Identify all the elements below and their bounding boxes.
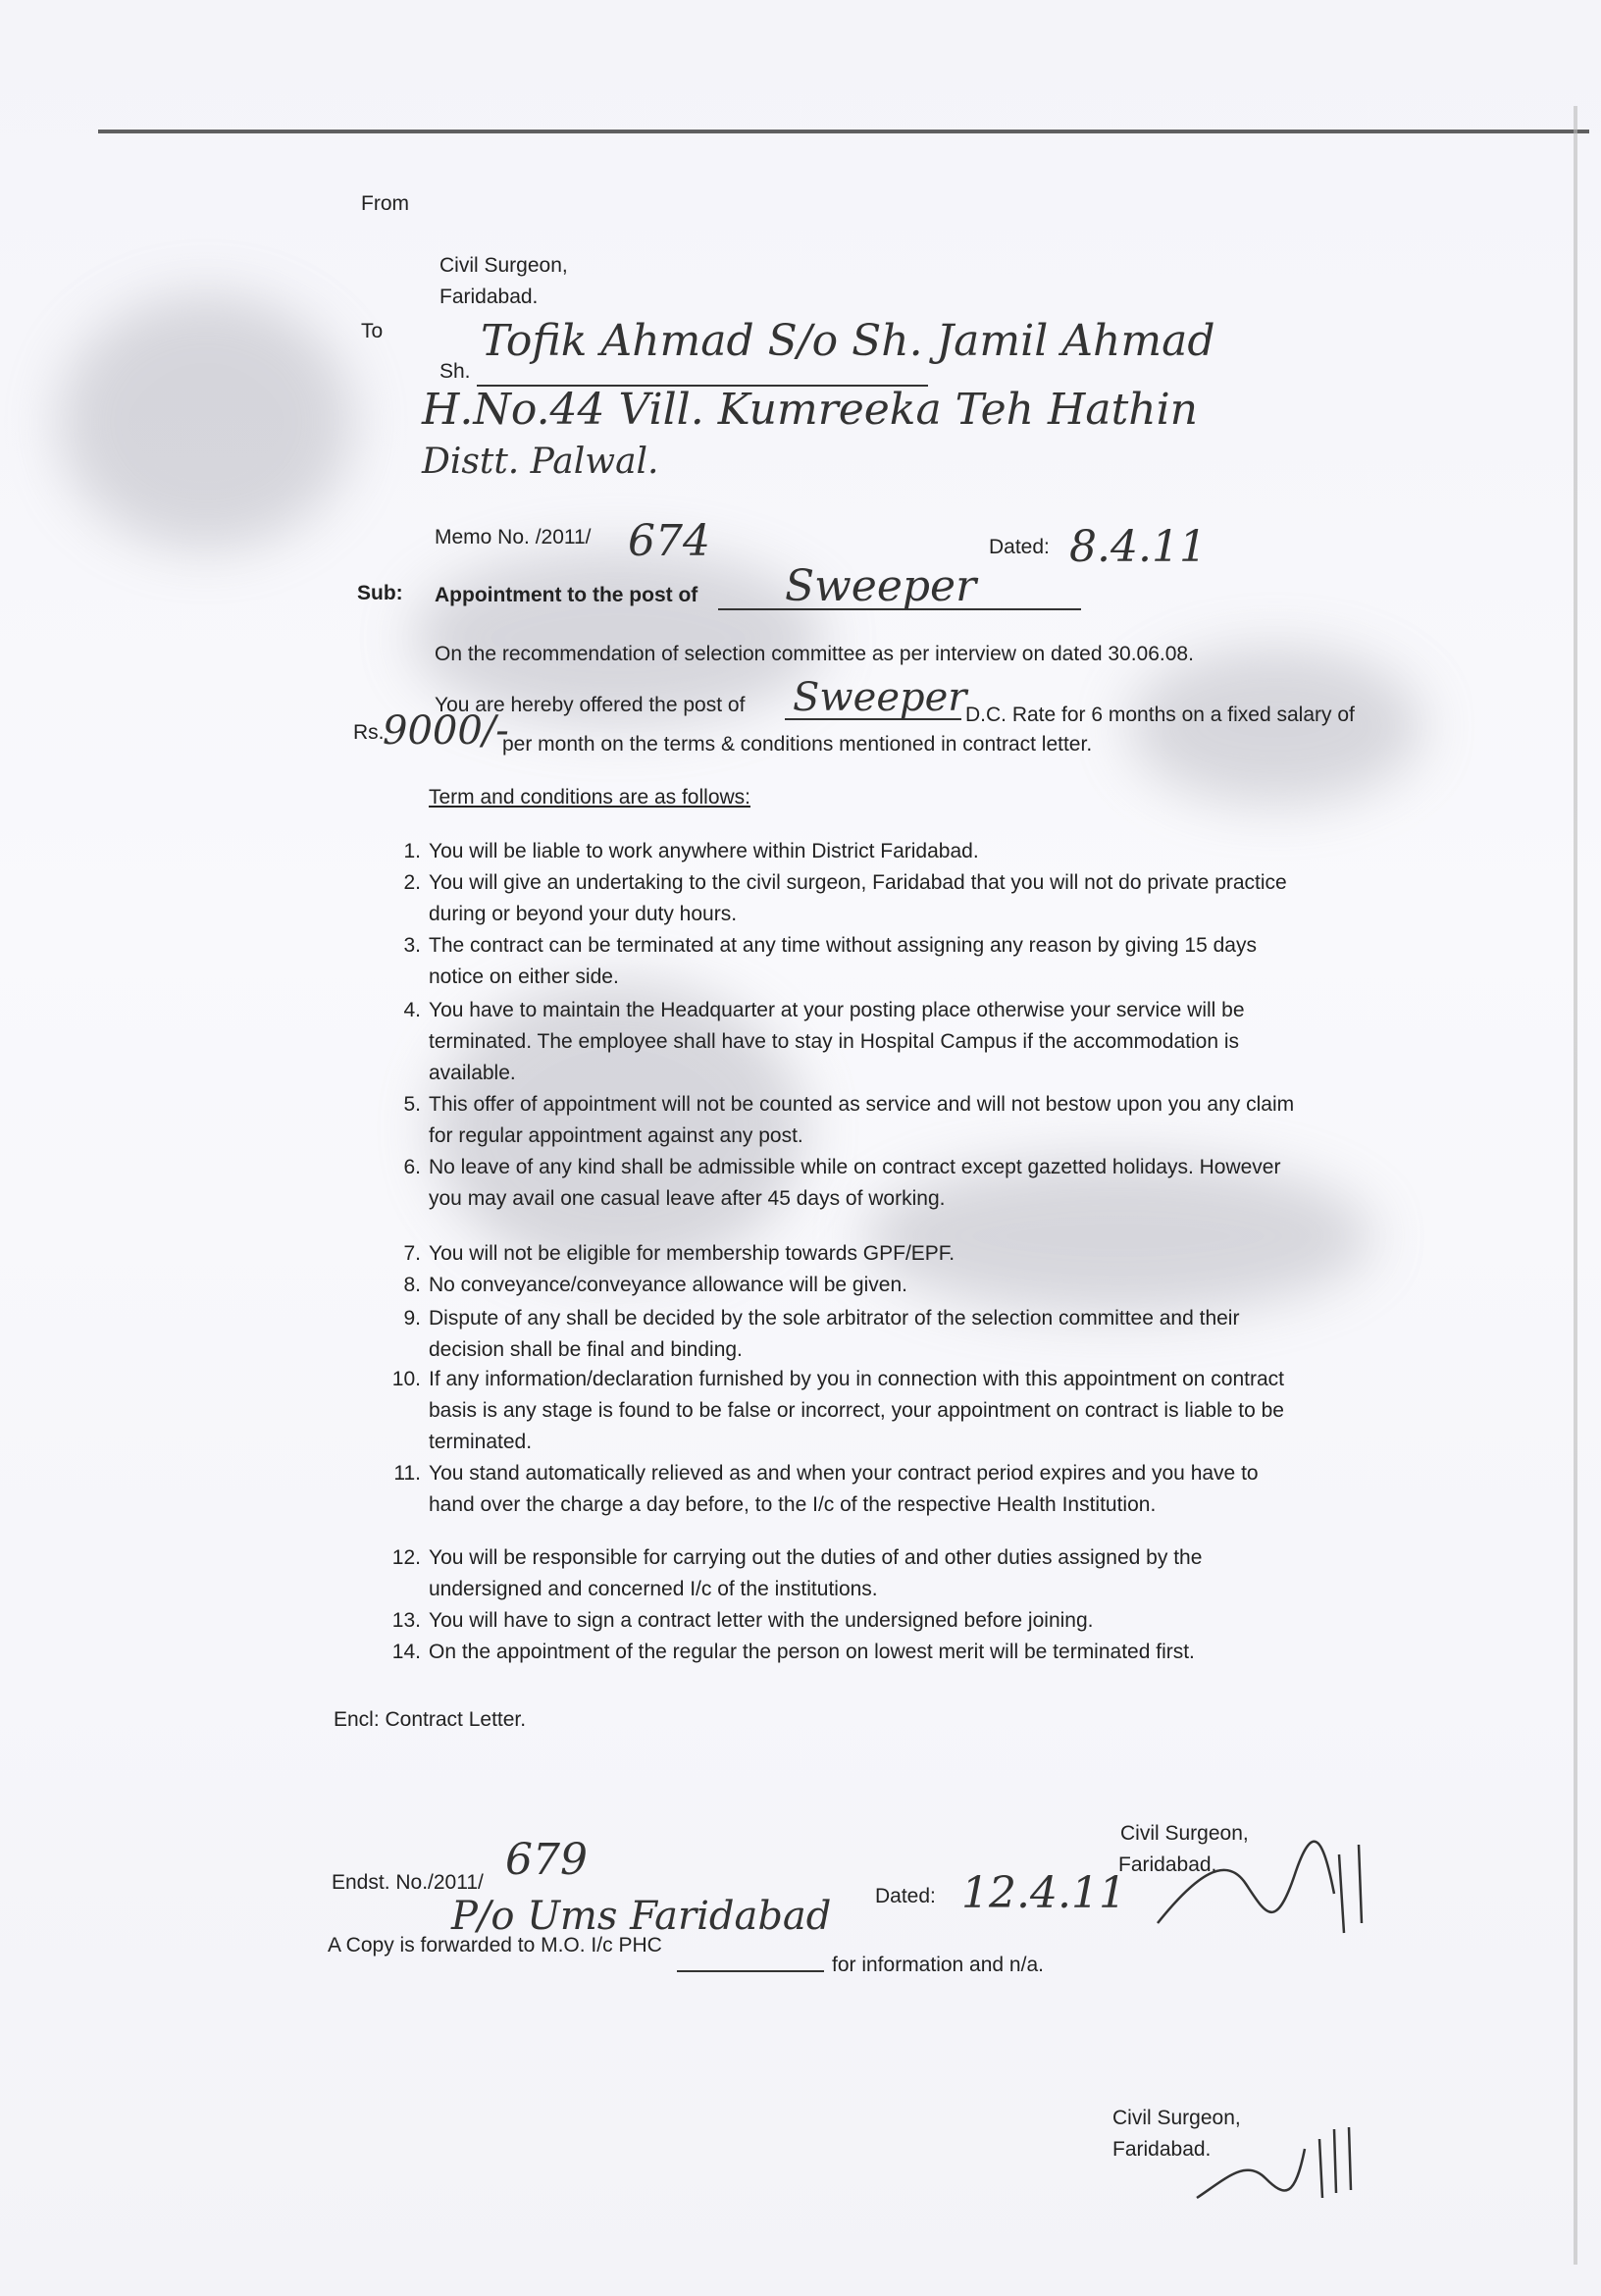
- term-number: 5.: [403, 1093, 421, 1116]
- term-line: You will be responsible for carrying out the duties of and other duties assigned by the: [429, 1546, 1203, 1569]
- term-text: [429, 1152, 1378, 1215]
- term-text: [429, 836, 1378, 867]
- term-line: You will be liable to work anywhere within District Faridabad.: [429, 840, 979, 862]
- term-text: [429, 1089, 1378, 1152]
- para2-handwritten-post: Sweeper: [793, 675, 967, 720]
- sender-line1: Civil Surgeon,: [439, 254, 568, 277]
- term-line: No leave of any kind shall be admissible while on contract except gazetted holidays. However: [429, 1156, 1281, 1178]
- term-text: [429, 867, 1378, 930]
- to-label: To: [361, 320, 384, 342]
- term-number: 3.: [403, 934, 421, 957]
- term-line: decision shall be final and binding.: [429, 1338, 743, 1361]
- subject-label: Sub:: [357, 582, 403, 604]
- term-line: terminated. The employee shall have to stay in Hospital Campus if the accommodation is: [429, 1030, 1240, 1053]
- term-line: Dispute of any shall be decided by the sole arbitrator of the selection committee and their: [429, 1307, 1240, 1330]
- term-number: 10.: [391, 1368, 421, 1390]
- copy-underline: [677, 1970, 824, 1972]
- para2-part2: D.C. Rate for 6 months on a fixed salary of: [965, 704, 1355, 726]
- term-number: 8.: [403, 1274, 421, 1296]
- term-line: This offer of appointment will not be counted as service and will not bestow upon you any claim: [429, 1093, 1295, 1116]
- para1: On the recommendation of selection committee as per interview on dated 30.06.08.: [435, 643, 1194, 665]
- term-number: 14.: [391, 1641, 421, 1663]
- term-line: You will give an undertaking to the civil surgeon, Faridabad that you will not do private practice: [429, 871, 1287, 894]
- from-label: From: [361, 192, 409, 215]
- term-number: 6.: [403, 1156, 421, 1178]
- term-line: You will have to sign a contract letter with the undersigned before joining.: [429, 1609, 1094, 1632]
- term-number: 11.: [393, 1462, 421, 1485]
- memo-label: Memo No. /2011/: [435, 526, 592, 548]
- subject-handwritten-post: Sweeper: [785, 561, 977, 611]
- para2-handwritten-amount: 9000/-: [383, 708, 509, 754]
- page-edge: [1574, 106, 1577, 2265]
- term-number: 13.: [391, 1609, 421, 1632]
- recipient-handwritten-line2: H.No.44 Vill. Kumreeka Teh Hathin: [422, 385, 1199, 435]
- term-text: [429, 1637, 1378, 1668]
- recipient-handwritten-line3: Distt. Palwal.: [422, 442, 659, 482]
- term-line: notice on either side.: [429, 965, 619, 988]
- enclosure-note: Encl: Contract Letter.: [334, 1708, 527, 1731]
- memo-handwritten-date: 8.4.11: [1069, 522, 1207, 572]
- term-text: [429, 1542, 1378, 1605]
- term-text: [429, 1238, 1378, 1270]
- rs-label: Rs.: [353, 721, 385, 744]
- recipient-prefix: Sh.: [439, 360, 471, 383]
- endst-label: Endst. No./2011/: [332, 1871, 484, 1894]
- term-line: for regular appointment against any post.: [429, 1124, 803, 1147]
- term-line: basis is any stage is found to be false or incorrect, your appointment on contract is liable to be: [429, 1399, 1284, 1422]
- top-border-line: [98, 130, 1589, 133]
- term-line: undersigned and concerned I/c of the institutions.: [429, 1578, 878, 1600]
- signatory1-line1: Civil Surgeon,: [1120, 1822, 1249, 1845]
- term-line: terminated.: [429, 1431, 533, 1453]
- term-line: you may avail one casual leave after 45 days of working.: [429, 1187, 946, 1210]
- signatory2-line2: Faridabad.: [1112, 2138, 1212, 2161]
- term-line: available.: [429, 1062, 516, 1084]
- signatory2-line1: Civil Surgeon,: [1112, 2107, 1241, 2129]
- term-text: [429, 1364, 1378, 1458]
- signature-2: [1187, 2100, 1403, 2218]
- endst-dated-label: Dated:: [875, 1885, 936, 1907]
- term-line: during or beyond your duty hours.: [429, 903, 738, 925]
- term-number: 1.: [403, 840, 421, 862]
- para2-part1: You are hereby offered the post of: [435, 694, 746, 716]
- recipient-handwritten-line1: Tofik Ahmad S/o Sh. Jamil Ahmad: [481, 316, 1215, 366]
- term-line: No conveyance/conveyance allowance will be given.: [429, 1274, 907, 1296]
- memo-dated-label: Dated:: [989, 536, 1050, 558]
- term-number: 4.: [403, 999, 421, 1021]
- term-number: 12.: [391, 1546, 421, 1569]
- term-line: You stand automatically relieved as and when your contract period expires and you have to: [429, 1462, 1259, 1485]
- copy-part1: A Copy is forwarded to M.O. I/c PHC: [328, 1934, 662, 1957]
- copy-handwritten: P/o Ums Faridabad: [451, 1894, 832, 1939]
- endst-handwritten-number: 679: [505, 1835, 588, 1885]
- term-line: The contract can be terminated at any time without assigning any reason by giving 15 days: [429, 934, 1257, 957]
- term-text: [429, 930, 1378, 993]
- term-number: 9.: [403, 1307, 421, 1330]
- term-text: [429, 1303, 1378, 1366]
- copy-part2: for information and n/a.: [832, 1954, 1044, 1976]
- term-text: [429, 1605, 1378, 1637]
- sender-line2: Faridabad.: [439, 286, 539, 308]
- memo-handwritten-number: 674: [628, 516, 710, 566]
- signature-1: [1138, 1815, 1383, 1953]
- term-line: If any information/declaration furnished by you in connection with this appointment on contract: [429, 1368, 1285, 1390]
- term-text: [429, 995, 1378, 1089]
- subject-text: Appointment to the post of: [435, 584, 698, 606]
- term-text: [429, 1270, 1378, 1301]
- smudge: [59, 294, 353, 549]
- signatory1-line2: Faridabad.: [1118, 1853, 1217, 1876]
- term-line: On the appointment of the regular the person on lowest merit will be terminated first.: [429, 1641, 1195, 1663]
- terms-heading: Term and conditions are as follows:: [429, 786, 750, 809]
- endst-handwritten-date: 12.4.11: [961, 1868, 1126, 1918]
- term-text: [429, 1458, 1378, 1521]
- term-line: hand over the charge a day before, to the I/c of the respective Health Institution.: [429, 1493, 1157, 1516]
- term-number: 7.: [403, 1242, 421, 1265]
- term-line: You have to maintain the Headquarter at your posting place otherwise your service will be: [429, 999, 1245, 1021]
- term-line: You will not be eligible for membership towards GPF/EPF.: [429, 1242, 955, 1265]
- para2-part3: per month on the terms & conditions mentioned in contract letter.: [502, 733, 1093, 756]
- term-number: 2.: [403, 871, 421, 894]
